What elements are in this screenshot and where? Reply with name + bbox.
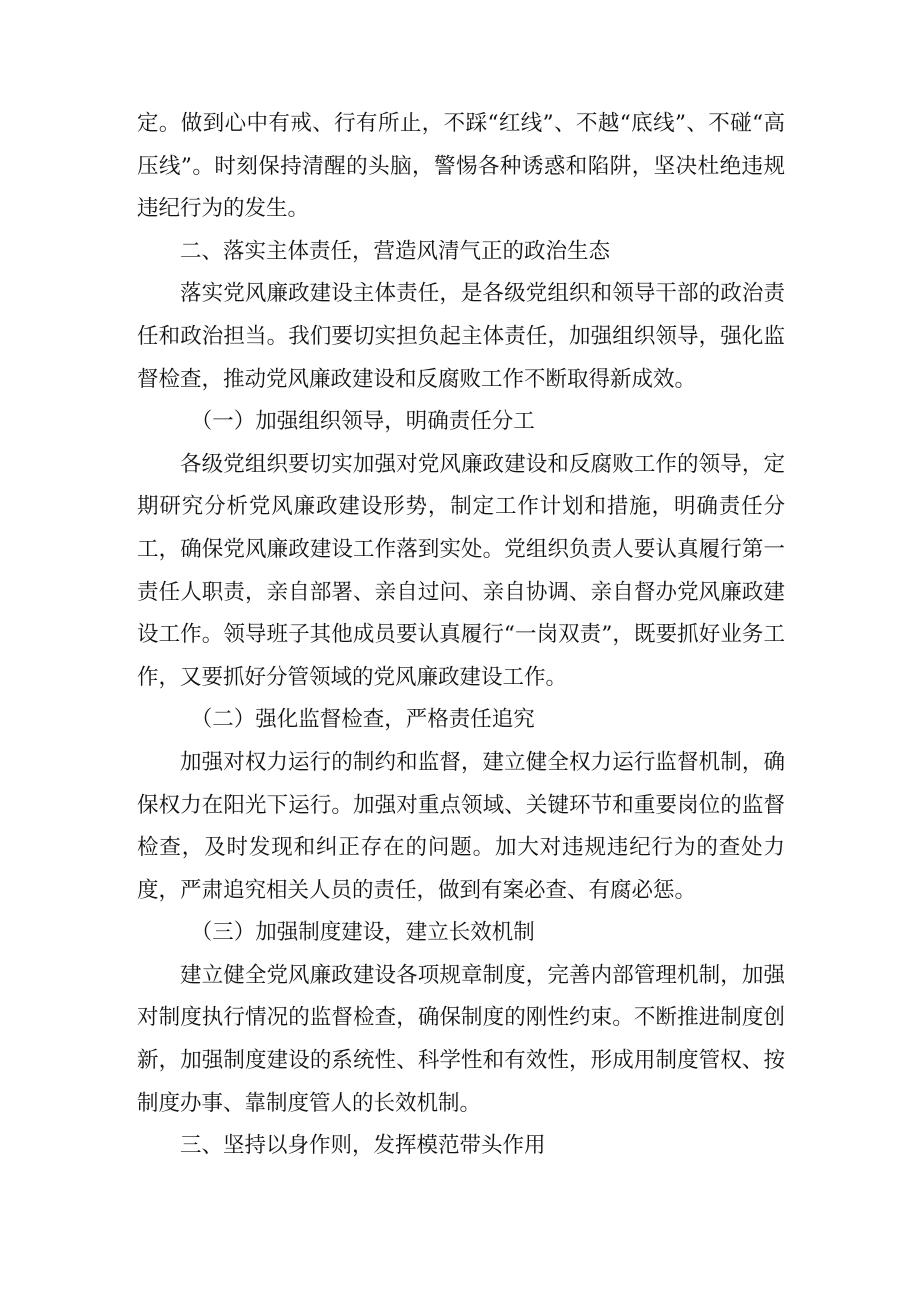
document-body (137, 103, 785, 1168)
paragraph-body: 加强对权力运行的制约和监督，建立健全权力运行监督机制，确保权力在阳光下运行。加强对重点领域、关键环节和重要岗位的监督检查，及时发现和纠正存在的问题。加大对违规违纪行为的查处力度，严肃追究相关人员的责任，做到有案必查、有腐必惩。 (137, 749, 785, 903)
paragraph-body: 各级党组织要切实加强对党风廉政建设和反腐败工作的领导，定期研究分析党风廉政建设形势，制定工作计划和措施，明确责任分工，确保党风廉政建设工作落到实处。党组织负责人要认真履行第一责任人职责，亲自部署、亲自过问、亲自协调、亲自督办党风廉政建设工作。领导班子其他成员要认真履行“一岗双责”，既要抓好业务工作，又要抓好分管领域的党风廉政建设工作。 (137, 451, 785, 690)
paragraph-continuation: 定。做到心中有戒、行有所止，不踩“红线”、不越“底线”、不碰“高压线”。时刻保持清醒的头脑，警惕各种诱惑和陷阱，坚决杜绝违规违纪行为的发生。 (137, 111, 785, 222)
section-heading-2: 二、落实主体责任，营造风清气正的政治生态 (180, 238, 611, 264)
subsection-heading-3: （三）加强制度建设，建立长效机制 (190, 920, 535, 946)
paragraph-body: 落实党风廉政建设主体责任，是各级党组织和领导干部的政治责任和政治担当。我们要切实担负起主体责任，加强组织领导，强化监督检查，推动党风廉政建设和反腐败工作不断取得新成效。 (137, 281, 785, 392)
paragraph-body: 建立健全党风廉政建设各项规章制度，完善内部管理机制，加强对制度执行情况的监督检查，确保制度的刚性约束。不断推进制度创新，加强制度建设的系统性、科学性和有效性，形成用制度管权、按制度办事、靠制度管人的长效机制。 (137, 962, 785, 1116)
section-heading-3: 三、坚持以身作则，发挥模范带头作用 (180, 1133, 546, 1159)
subsection-heading-1: （一）加强组织领导，明确责任分工 (190, 409, 535, 435)
subsection-heading-2: （二）强化监督检查，严格责任追究 (190, 707, 535, 733)
